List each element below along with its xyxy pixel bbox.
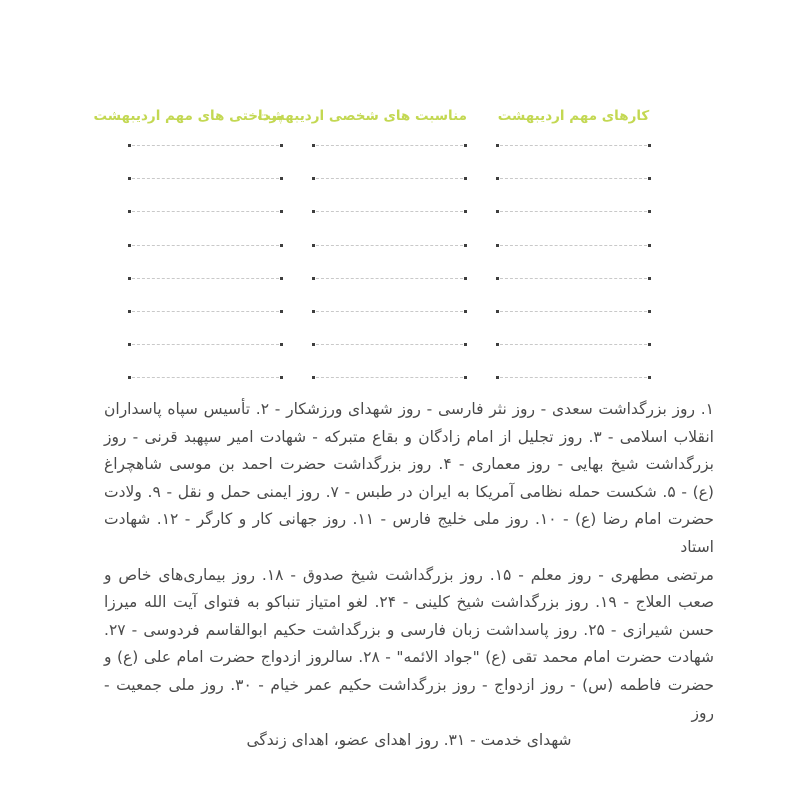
events-line: صعب العلاج - ۱۹. روز بزرگداشت شیخ کلینی - ۲۴. لغو امتیاز تنباکو به فتوای آیت الله میرزا [104,593,714,612]
blank-line [312,210,467,243]
events-line: (ع) - ۵. شکست حمله نظامی آمریکا به ایران در طبس - ۷. روز ایمنی حمل و نقل - ۹. ولادت [104,482,714,501]
blank-line [312,177,467,210]
blank-line [128,310,283,343]
blank-line [312,277,467,310]
blank-line [128,210,283,243]
column-title-personal-occasions: مناسبت های شخصی اردیبهشت [257,108,467,124]
blank-line [496,277,651,310]
column-personal-occasions [257,106,467,410]
events-line: حسن شیرازی - ۲۵. روز پاسداشت زبان فارسی و بزرگداشت حکیم ابوالقاسم فردوسی - ۲۷. [104,620,714,639]
blank-line [128,177,283,210]
blank-line [128,144,283,177]
events-line: مرتضی مطهری - روز معلم - ۱۵. روز بزرگداشت شیخ صدوق - ۱۸. روز بیماری‌های خاص و [104,565,714,584]
blank-line [128,277,283,310]
events-line: بزرگداشت شیخ بهایی - روز معماری - ۴. روز بزرگداشت حضرت احمد بن موسی شاهچراغ [104,455,714,474]
events-line: انقلاب اسلامی - ۳. روز تجلیل از امام زادگان و بقاع متبرکه - شهادت امیر سپهبد قرنی - روز [104,427,714,446]
blank-line [128,244,283,277]
column-title-important-tasks: کارهای مهم اردیبهشت [497,108,650,124]
blank-lines-important-tasks [496,144,651,410]
column-important-payments [93,106,283,410]
columns-section [93,106,651,410]
events-line: حضرت امام رضا (ع) - ۱۰. روز ملی خلیج فارس - ۱۱. روز جهانی کار و کارگر - ۱۲. شهادت استاد [104,510,714,556]
blank-line [312,144,467,177]
blank-line [128,343,283,376]
events-line: ۱. روز بزرگداشت سعدی - روز نثر فارسی - روز شهدای ورزشکار - ۲. تأسیس سپاه پاسداران [104,400,714,418]
blank-line [312,244,467,277]
column-title-important-payments: پرداختی های مهم اردیبهشت [93,108,283,124]
events-line: حضرت فاطمه (س) - روز ازدواج - روز بزرگداشت حکیم عمر خیام - ۳۰. روز ملی جمعیت - روز [104,675,714,722]
events-line: شهادت حضرت امام محمد تقی (ع) "جواد الائمه" - ۲۸. سالروز ازدواج حضرت امام علی (ع) و [104,648,714,667]
events-line: شهدای خدمت - ۳۱. روز اهدای عضو، اهدای زندگی [246,731,572,750]
blank-line [496,244,651,277]
column-important-tasks [496,106,651,410]
blank-line [496,310,651,343]
blank-line [496,210,651,243]
events-paragraph [104,396,714,755]
blank-line [312,343,467,376]
blank-line [496,177,651,210]
blank-line [496,144,651,177]
blank-lines-important-payments [128,144,283,410]
blank-lines-personal-occasions [312,144,467,410]
blank-line [496,343,651,376]
blank-line [312,310,467,343]
